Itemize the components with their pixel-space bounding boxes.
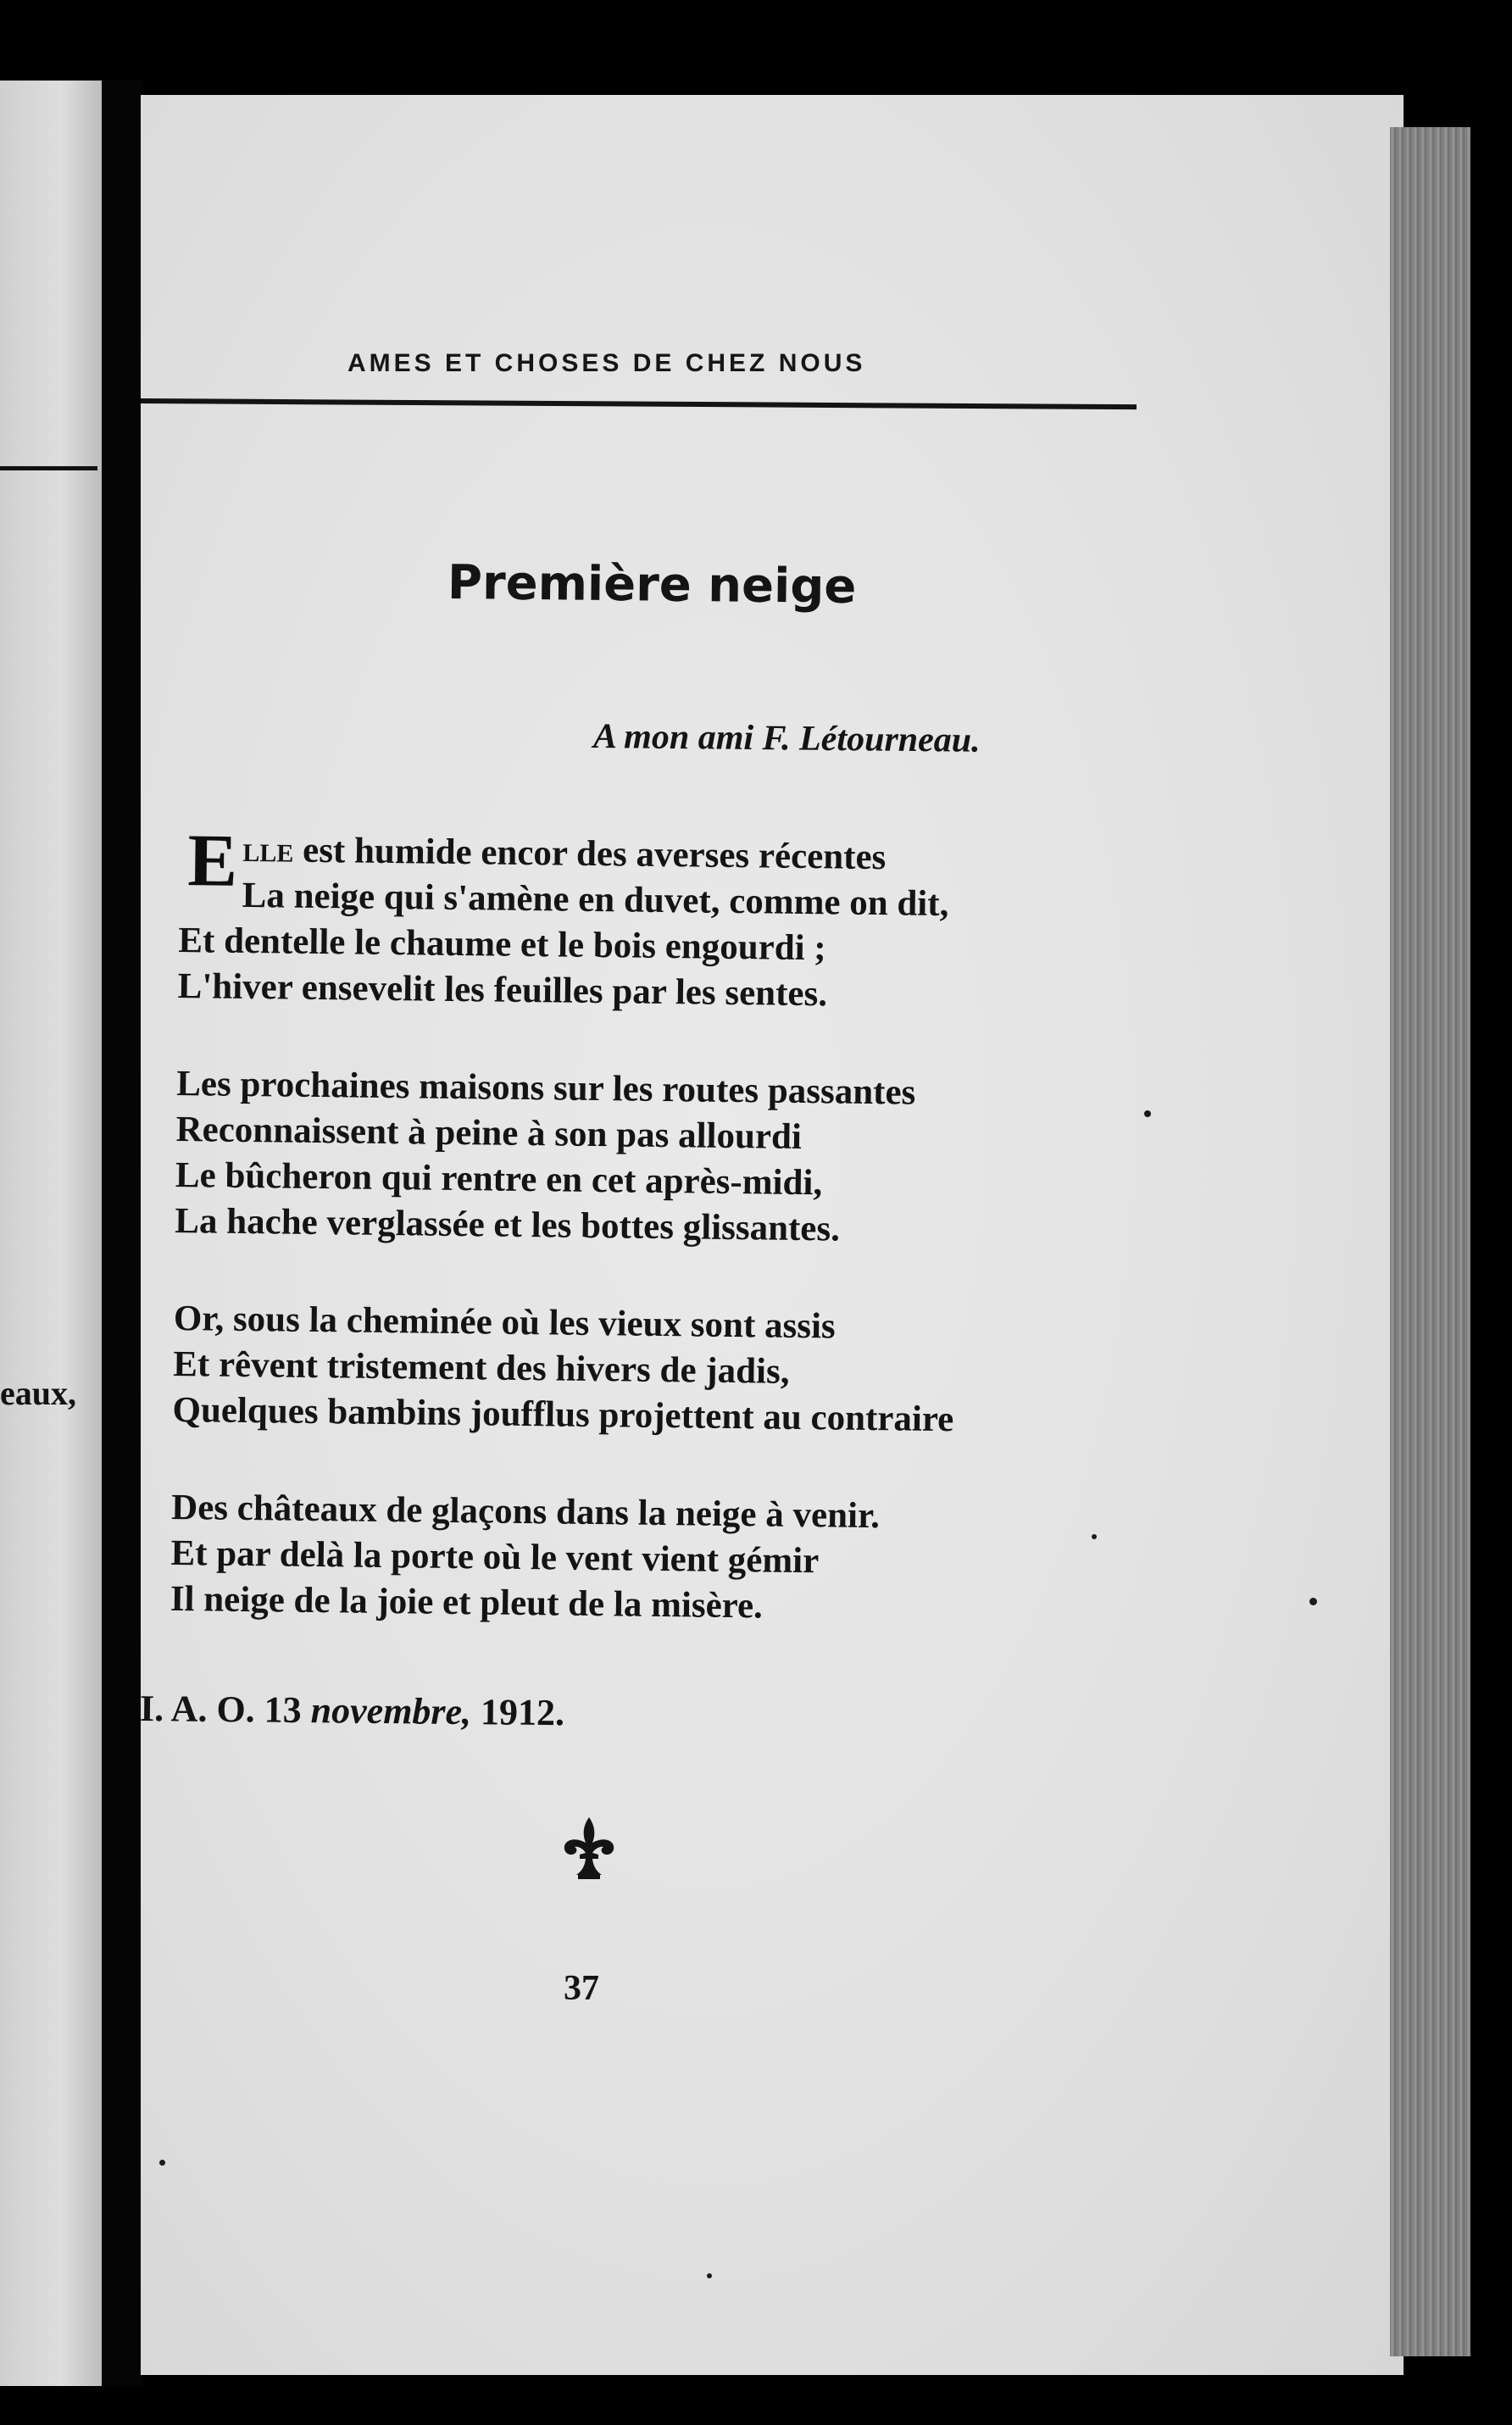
poem-line: Le bûcheron qui rentre en cet après-midi, (175, 1154, 823, 1204)
left-facing-page (0, 81, 102, 2386)
running-head: AMES ET CHOSES DE CHEZ NOUS (347, 349, 866, 377)
page-number: 37 (564, 1969, 599, 2008)
signature-year: 1912. (480, 1691, 565, 1734)
left-page-fragment: eaux, (0, 1374, 76, 1412)
stanza-3 (172, 1296, 1318, 1447)
poem-line: Quelques bambins joufflus projettent au contraire (172, 1389, 954, 1440)
poem-line: La neige qui s'amène en duvet, comme on dit, (242, 875, 949, 925)
poem-signature (140, 1687, 565, 1734)
poem-line: Or, sous la cheminée où les vieux sont assis (173, 1298, 836, 1347)
scan-speck (707, 2273, 712, 2278)
scan-speck (1309, 1598, 1317, 1605)
signature-month: novembre, (310, 1689, 472, 1733)
fleur-de-lis-icon (559, 1814, 619, 1882)
small-caps-text: lle (242, 829, 294, 870)
page-edge (1390, 127, 1470, 2356)
poem-line: La hache verglassée et les bottes glissantes. (175, 1200, 841, 1249)
poem-line: L'hiver ensevelit les feuilles par les sentes. (177, 965, 828, 1015)
poem-line: Et par delà la porte où le vent vient gémir (170, 1532, 820, 1582)
poem-body (170, 820, 1324, 1688)
poem-line-text: est humide encor des averses récentes (293, 830, 887, 878)
scan-speck (1144, 1110, 1151, 1117)
scan-border (1470, 127, 1512, 2356)
poem-line: Reconnaissent à peine à son pas allourdi (175, 1109, 803, 1157)
scan-speck (1092, 1534, 1097, 1539)
poem-line: Et dentelle le chaume et le bois engourdi ; (178, 920, 826, 969)
stanza-4 (170, 1485, 1316, 1636)
left-page-rule (0, 466, 97, 470)
drop-cap: E (186, 820, 238, 903)
signature-day: 13 (264, 1688, 302, 1731)
poem-line: Des châteaux de glaçons dans la neige à venir. (170, 1487, 881, 1537)
poem-line: Et rêvent tristement des hivers de jadis, (172, 1343, 790, 1392)
stanza-1 (177, 820, 1324, 1023)
poem-line: Les prochaines maisons sur les routes passantes (176, 1063, 916, 1113)
scan-speck (159, 2160, 165, 2166)
stanza-2 (175, 1061, 1321, 1258)
dedication: A mon ami F. Létourneau. (592, 717, 981, 760)
poem-title: Première neige (447, 555, 857, 615)
book-gutter (102, 81, 142, 2386)
poem-line: Il neige de la joie et pleut de la misère. (170, 1578, 764, 1627)
signature-place: I. A. O. (139, 1688, 255, 1731)
